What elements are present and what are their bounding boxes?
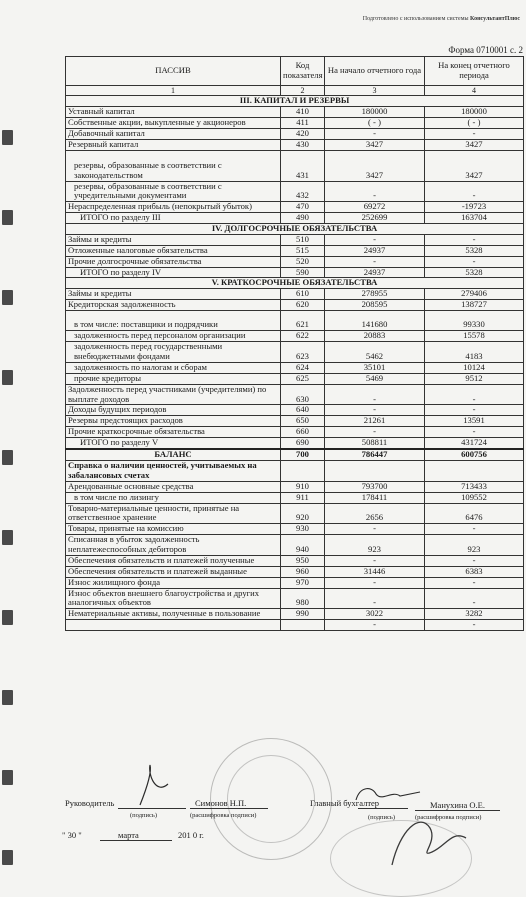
row-label: Износ объектов внешнего благоустройства и других аналогичных объектов bbox=[66, 588, 281, 609]
row-label: ИТОГО по разделу V bbox=[66, 438, 281, 449]
row-code: 690 bbox=[281, 438, 325, 449]
accountant-label: Главный бухгалтер bbox=[310, 798, 380, 808]
section-title: Справка о наличии ценностей, учитываемых на забалансовых счетах bbox=[66, 460, 281, 481]
col-number: 2 bbox=[281, 86, 325, 96]
value-end: 279406 bbox=[425, 289, 524, 300]
section-title: III. КАПИТАЛ И РЕЗЕРВЫ bbox=[66, 96, 524, 107]
row-label: задолженность перед персоналом организации bbox=[66, 331, 281, 342]
row-code: 432 bbox=[281, 181, 325, 202]
row-code: 911 bbox=[281, 492, 325, 503]
row-label: Уставный капитал bbox=[66, 107, 281, 118]
value-start: 180000 bbox=[325, 107, 425, 118]
row-code: 990 bbox=[281, 609, 325, 620]
row-label: Нераспределенная прибыль (непокрытый убыток) bbox=[66, 202, 281, 213]
head-name: Симонов Н.П. bbox=[195, 798, 247, 808]
value-start: 31446 bbox=[325, 566, 425, 577]
value-end: 5328 bbox=[425, 245, 524, 256]
row-code: 410 bbox=[281, 107, 325, 118]
head-decode-caption: (расшифровка подписи) bbox=[190, 812, 257, 819]
value-end: 431724 bbox=[425, 438, 524, 449]
value-end: - bbox=[425, 555, 524, 566]
value-end: - bbox=[425, 427, 524, 438]
row-code: 621 bbox=[281, 311, 325, 331]
value-start: - bbox=[325, 181, 425, 202]
date-month: марта bbox=[118, 830, 139, 840]
form-number: Форма 0710001 с. 2 bbox=[448, 45, 523, 55]
value-end: - bbox=[425, 405, 524, 416]
value-start: - bbox=[325, 577, 425, 588]
row-label: Добавочный капитал bbox=[66, 128, 281, 139]
row-label: Нематериальные активы, полученные в пользование bbox=[66, 609, 281, 620]
row-label: в том числе по лизингу bbox=[66, 492, 281, 503]
value-start: - bbox=[325, 256, 425, 267]
col-number: 1 bbox=[66, 86, 281, 96]
row-label: Обеспечения обязательств и платежей полученные bbox=[66, 555, 281, 566]
value-end: 9512 bbox=[425, 373, 524, 384]
row-code: 910 bbox=[281, 481, 325, 492]
row-code: 515 bbox=[281, 245, 325, 256]
row-code: 520 bbox=[281, 256, 325, 267]
value-end: 180000 bbox=[425, 107, 524, 118]
value-end: - bbox=[425, 234, 524, 245]
row-label: Товарно-материальные ценности, принятые на ответственное хранение bbox=[66, 503, 281, 524]
row-code: 660 bbox=[281, 427, 325, 438]
row-label: Износ жилищного фонда bbox=[66, 577, 281, 588]
value-start: 5462 bbox=[325, 341, 425, 362]
value-start: 923 bbox=[325, 535, 425, 556]
col-number: 3 bbox=[325, 86, 425, 96]
value-end: 138727 bbox=[425, 300, 524, 311]
row-label: задолженность перед государственными внебюджетными фондами bbox=[66, 341, 281, 362]
value-end: - bbox=[425, 620, 524, 631]
value-start: - bbox=[325, 555, 425, 566]
value-start: 793700 bbox=[325, 481, 425, 492]
value-end: - bbox=[425, 181, 524, 202]
value-start: 24937 bbox=[325, 245, 425, 256]
value-start: 786447 bbox=[325, 449, 425, 460]
value-start: 178411 bbox=[325, 492, 425, 503]
row-code: 624 bbox=[281, 362, 325, 373]
value-end: -19723 bbox=[425, 202, 524, 213]
row-label: Обеспечения обязательств и платежей выданные bbox=[66, 566, 281, 577]
row-label: Собственные акции, выкупленные у акционеров bbox=[66, 117, 281, 128]
value-start: - bbox=[325, 405, 425, 416]
value-end: 3282 bbox=[425, 609, 524, 620]
value-start: 141680 bbox=[325, 311, 425, 331]
value-end: 10124 bbox=[425, 362, 524, 373]
value-start: - bbox=[325, 588, 425, 609]
value-end: 713433 bbox=[425, 481, 524, 492]
row-label: Товары, принятые на комиссию bbox=[66, 524, 281, 535]
col-header-start: На начало отчетного года bbox=[325, 57, 425, 86]
row-label: в том числе: поставщики и подрядчики bbox=[66, 311, 281, 331]
accountant-decode-caption: (расшифровка подписи) bbox=[415, 814, 482, 821]
value-start: 35101 bbox=[325, 362, 425, 373]
row-label: БАЛАНС bbox=[66, 449, 281, 460]
value-end: - bbox=[425, 128, 524, 139]
value-end: - bbox=[425, 384, 524, 405]
value-start: - bbox=[325, 620, 425, 631]
value-start: 3022 bbox=[325, 609, 425, 620]
row-code: 640 bbox=[281, 405, 325, 416]
value-start: 21261 bbox=[325, 416, 425, 427]
value-start: - bbox=[325, 524, 425, 535]
value-end: 15578 bbox=[425, 331, 524, 342]
row-label: Списанная в убыток задолженность неплатежеспособных дебиторов bbox=[66, 535, 281, 556]
value-start: - bbox=[325, 234, 425, 245]
value-end: - bbox=[425, 256, 524, 267]
value-start: 2656 bbox=[325, 503, 425, 524]
value-end: 6476 bbox=[425, 503, 524, 524]
row-code: 970 bbox=[281, 577, 325, 588]
accountant-name: Манухина О.Е. bbox=[430, 800, 485, 810]
value-end: 5328 bbox=[425, 267, 524, 278]
row-label: Задолженность перед участниками (учредителями) по выплате доходов bbox=[66, 384, 281, 405]
accountant-sign-caption: (подпись) bbox=[368, 814, 395, 821]
row-code: 930 bbox=[281, 524, 325, 535]
col-header-liabilities: ПАССИВ bbox=[66, 57, 281, 86]
value-end: 109552 bbox=[425, 492, 524, 503]
col-header-code: Код показателя bbox=[281, 57, 325, 86]
row-code: 650 bbox=[281, 416, 325, 427]
section-title: V. КРАТКОСРОЧНЫЕ ОБЯЗАТЕЛЬСТВА bbox=[66, 278, 524, 289]
value-start: 278955 bbox=[325, 289, 425, 300]
value-start: - bbox=[325, 128, 425, 139]
value-start: 5469 bbox=[325, 373, 425, 384]
row-code: 940 bbox=[281, 535, 325, 556]
row-code: 920 bbox=[281, 503, 325, 524]
value-end: - bbox=[425, 524, 524, 535]
value-start: 3427 bbox=[325, 150, 425, 181]
value-start: ( - ) bbox=[325, 117, 425, 128]
row-label: резервы, образованные в соответствии с законодательством bbox=[66, 150, 281, 181]
value-end: 600756 bbox=[425, 449, 524, 460]
value-start: 69272 bbox=[325, 202, 425, 213]
row-label: Займы и кредиты bbox=[66, 234, 281, 245]
value-end: 3427 bbox=[425, 139, 524, 150]
row-label: ИТОГО по разделу III bbox=[66, 213, 281, 224]
row-label: Резервный капитал bbox=[66, 139, 281, 150]
row-label: Займы и кредиты bbox=[66, 289, 281, 300]
row-label: прочие кредиторы bbox=[66, 373, 281, 384]
row-code: 490 bbox=[281, 213, 325, 224]
row-code: 980 bbox=[281, 588, 325, 609]
value-start: 252699 bbox=[325, 213, 425, 224]
header-note-brand: КонсультантПлюс bbox=[470, 16, 520, 22]
row-code: 625 bbox=[281, 373, 325, 384]
value-start: - bbox=[325, 427, 425, 438]
value-start: 24937 bbox=[325, 267, 425, 278]
value-end: ( - ) bbox=[425, 117, 524, 128]
value-end: - bbox=[425, 588, 524, 609]
row-code: 420 bbox=[281, 128, 325, 139]
row-label: Доходы будущих периодов bbox=[66, 405, 281, 416]
row-label: резервы, образованные в соответствии с учредительными документами bbox=[66, 181, 281, 202]
row-code: 960 bbox=[281, 566, 325, 577]
col-header-end: На конец отчетного периода bbox=[425, 57, 524, 86]
value-end: 3427 bbox=[425, 150, 524, 181]
value-end: 4183 bbox=[425, 341, 524, 362]
head-sign-caption: (подпись) bbox=[130, 812, 157, 819]
row-code: 950 bbox=[281, 555, 325, 566]
value-end: 99330 bbox=[425, 311, 524, 331]
row-code: 630 bbox=[281, 384, 325, 405]
row-label: Прочие краткосрочные обязательства bbox=[66, 427, 281, 438]
row-label: Арендованные основные средства bbox=[66, 481, 281, 492]
header-note-prefix: Подготовлено с использованием системы bbox=[362, 16, 471, 22]
value-end: 923 bbox=[425, 535, 524, 556]
value-start: 508811 bbox=[325, 438, 425, 449]
value-start: - bbox=[325, 384, 425, 405]
row-code: 623 bbox=[281, 341, 325, 362]
col-number: 4 bbox=[425, 86, 524, 96]
value-start: 3427 bbox=[325, 139, 425, 150]
row-label: задолженность по налогам и сборам bbox=[66, 362, 281, 373]
value-start: 20883 bbox=[325, 331, 425, 342]
row-code: 622 bbox=[281, 331, 325, 342]
row-label: Кредиторская задолженность bbox=[66, 300, 281, 311]
row-label: ИТОГО по разделу IV bbox=[66, 267, 281, 278]
row-label: Резервы предстоящих расходов bbox=[66, 416, 281, 427]
row-code: 510 bbox=[281, 234, 325, 245]
row-code: 610 bbox=[281, 289, 325, 300]
value-start: 208595 bbox=[325, 300, 425, 311]
date-day: " 30 " bbox=[62, 830, 82, 840]
value-end: 6383 bbox=[425, 566, 524, 577]
row-code: 590 bbox=[281, 267, 325, 278]
row-code: 700 bbox=[281, 449, 325, 460]
row-code: 431 bbox=[281, 150, 325, 181]
row-code: 411 bbox=[281, 117, 325, 128]
value-end: 163704 bbox=[425, 213, 524, 224]
value-end: - bbox=[425, 577, 524, 588]
row-code: 430 bbox=[281, 139, 325, 150]
value-end: 13591 bbox=[425, 416, 524, 427]
date-year: 201 0 г. bbox=[178, 830, 204, 840]
row-code: 620 bbox=[281, 300, 325, 311]
row-label: Отложенные налоговые обязательства bbox=[66, 245, 281, 256]
row-code: 470 bbox=[281, 202, 325, 213]
row-label: Прочие долгосрочные обязательства bbox=[66, 256, 281, 267]
section-title: IV. ДОЛГОСРОЧНЫЕ ОБЯЗАТЕЛЬСТВА bbox=[66, 224, 524, 235]
head-label: Руководитель bbox=[65, 798, 115, 808]
